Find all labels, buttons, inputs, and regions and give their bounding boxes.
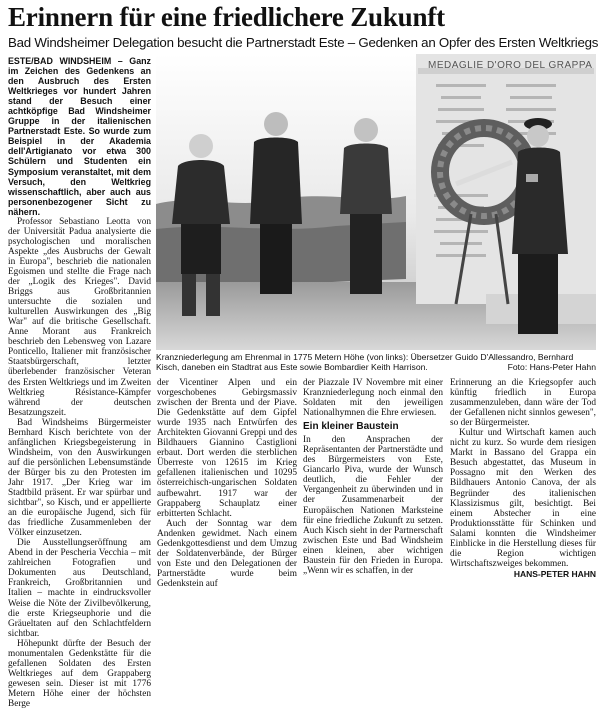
paragraph: Erinnerung an die Kriegsopfer auch künftig friedlich in Europa zusammenzuleben, dann wäre der Tod der Gefallenen nicht sinnlos gewesen", so der Bürgermeister.: [450, 378, 596, 429]
paragraph: Die Ausstellungseröffnung am Abend in der Pescheria Vecchia – mit zahlreichen Fotografien und Dokumenten aus Deutschland, Frankreich, Großbritannien und Italien – machte in eindrucksvoller Weise die Nöte der Zivilbevölkerung, die erste Kriegseuphorie und die Gräueltaten auf den Schlachtfeldern sichtbar.: [8, 538, 151, 639]
headline: Erinnern für eine friedlichere Zukunft: [8, 2, 445, 32]
subheadline: Bad Windsheimer Delegation besucht die Partnerstadt Este – Gedenken an Opfer des Ersten Weltkriegs: [8, 35, 599, 50]
wreath-ceremony-photo: [156, 54, 596, 350]
lead-paragraph: ESTE/BAD WINDSHEIM – Ganz im Zeichen des Gedenkens an den Ausbruch des Ersten Weltkrieges vor hundert Jahren stand der Besuch einer achtköpfige Bad Windsheimer Gruppe in der italienischen Partnerstadt Este. So wurde zum Beispiel in der Akademia dell'Artigianato vor etwa 300 Schülern und Studenten ein Symposium veranstaltet, mit dem Versuch, den Weltkrieg wissenschaftlich, aber auch aus personenbezogener Sicht zu nähern.: [8, 56, 151, 217]
photo-credit: Foto: Hans-Peter Hahn: [507, 362, 596, 372]
monument-inscription: MEDAGLIE D'ORO DEL GRAPPA: [428, 60, 593, 71]
paragraph: der Vicentiner Alpen und ein vorgeschobenes Gebirgsmassiv zwischen der Brenta und der Piave. Die Gedenkstätte auf dem Gipfel wurde 1935 nach Entwürfen des Architekten Giovanni Greppi und des Bildhauers Giannino Castiglioni erbaut. Dort werden die sterblichen Überreste von 12615 im Krieg gefallenen italienischen und 10295 österreichisch-ungarischen Soldaten aufbewahrt. 1917 war der Grappaberg Schauplatz einer erbitterten Schlacht.: [157, 378, 297, 519]
paragraph: Höhepunkt dürfte der Besuch der monumentalen Gedenkstätte für die gefallenen Soldaten des Ersten Weltkrieges auf dem Grappaberg gewesen sein. Dieser ist mit 1776 Metern Höhe einer der höchsten Berge: [8, 638, 151, 709]
article-photo: [156, 54, 596, 350]
paragraph: Kultur und Wirtschaft kamen auch nicht zu kurz. So wurde dem riesigen Markt in Bassano del Grappa ein Besuch abgestattet, das Museum in Possagno mit den Werken des Bildhauers Antonio Canova, der als Begründer des italienischen Klassizismus gilt, besichtigt. Bei einem Abstecher in eine Produktionsstätte für Schinken und Salami konnten die Windsheimer Einblicke in die Herstellung dieses für die Region wichtigen Wirtschaftszweiges bekommen.: [450, 428, 596, 569]
article-column-2: [157, 378, 297, 589]
paragraph: Bad Windsheims Bürgermeister Bernhard Kisch berichtete von der anfänglichen Kriegsbegeisterung in Windsheim, von den Auswirkungen auf die persönlichen Lebensumstände der Bürger bis zu den Protesten im Jahr 1917. „Der Krieg war im Stadtbild präsent. Er war spürbar und sichtbar", so Kisch, und er appellierte an die europäische Jugend, sich für das friedliche Zusammenleben der Völker einzusetzen.: [8, 417, 151, 539]
author-byline: HANS-PETER HAHN: [513, 568, 596, 579]
section-subtitle: Ein kleiner Baustein: [303, 421, 399, 433]
paragraph: Professor Sebastiano Leotta von der Universität Padua analysierte die psychologischen und moralischen Aspekte „des Ausbruchs der Gewalt in Europa", beschrieb die nationalen Egoismen und stellte die Frage nach der „Logik des Krieges". David Briggs aus Großbritannien untersuchte die sozialen und kulturellen Auswirkungen des „Big War" auf die britische Gesellschaft. Anne Morant aus Frankreich beschrieb den Lebensweg von Lazare Ponticello, Italiener mit französischer Staatsbürgerschaft, letzter überlebender französischer Veteran des Ersten Weltkriegs und im Zweiten Weltkrieg Résistance-Kämpfer während der deutschen Besatzungszeit.: [8, 216, 151, 418]
article-column-4: [450, 378, 596, 579]
article-column-3: [303, 378, 443, 576]
article-column-1: [8, 56, 151, 709]
paragraph: der Piazzale IV Novembre mit einer Kranzniederlegung noch einmal den Soldaten mit den jeweiligen Nationalhymnen die Ehre erwiesen.: [303, 378, 443, 419]
photo-caption: [156, 352, 596, 372]
paragraph: Auch der Sonntag war dem Andenken gewidmet. Nach einem Gedenkgottesdienst und dem Umzug der Soldatenverbände, der Bürger von Este und den Delegationen der Partnerstädte wurde beim Gedenkstein auf: [157, 518, 297, 589]
caption-text: Kranzniederlegung am Ehrenmal in 1775 Metern Höhe (von links): Übersetzer Guido D'Allessandro, Bernhard Kisch, daneben ein Stadtrat aus Este sowie Bombardier Keith Harrison.: [156, 352, 574, 372]
paragraph: In den Ansprachen der Repräsentanten der Partnerstädte und des Bürgermeisters von Este, Giancarlo Piva, wurde der Wunsch deutlich, die Fehler der Vergangenheit zu überwinden und in der Zusammenarbeit der Europäischen Nationen Marksteine für eine friedliche Zukunft zu setzen. Auch Kisch sieht in der Partnerschaft zwischen Este und Bad Windsheim einen kleinen, aber wichtigen Baustein für den Frieden in Europa. „Wenn wir es schaffen, in der: [303, 435, 443, 576]
